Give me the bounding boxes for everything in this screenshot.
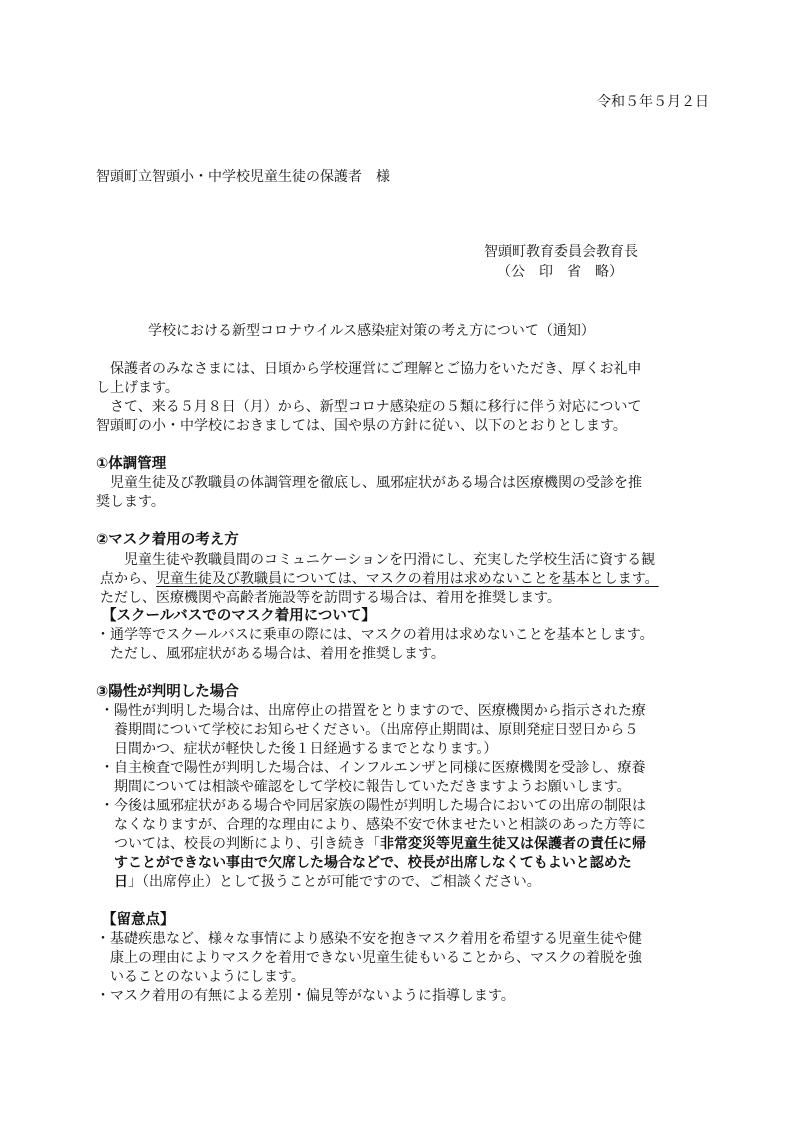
notes-line: ・マスク着用の有無による差別・偏見等がないように指導します。 bbox=[96, 988, 515, 1004]
intro-line: さて、来る５月８日（月）から、新型コロナ感染症の５類に移行に伴う対応について bbox=[110, 399, 642, 415]
seal-omitted-note: （公 印 省 略） bbox=[497, 264, 623, 280]
section3-bold-criteria: 日 bbox=[114, 874, 128, 890]
section3-line: ・今後は風邪症状がある場合や同居家族の陽性が判明した場合においての出席の制限は bbox=[100, 798, 646, 814]
section3-line bbox=[114, 837, 646, 851]
section3-line10-post: 」（出席停止）として扱うことが可能ですので、ご相談ください。 bbox=[128, 874, 541, 890]
section2-line: 児童生徒や教職員間のコミュニケーションを円滑にし、充実した学校生活に資する観 bbox=[124, 552, 656, 568]
section2-underlined-policy: 児童生徒及び教職員については、マスクの着用は求めないことを基本とします。 bbox=[156, 571, 659, 587]
sender-title: 智頭町教育委員会教育長 bbox=[484, 244, 638, 260]
section1-line: 奨します。 bbox=[96, 494, 165, 510]
section2-line bbox=[100, 572, 659, 586]
section3-line8-pre: ついては、校長の判断により、引き続き「 bbox=[114, 836, 380, 852]
issue-date: 令和５年５月２日 bbox=[597, 94, 709, 110]
notes-line: 康上の理由によりマスクを着用できない児童生徒もいることから、マスクの着脱を強 bbox=[110, 950, 642, 966]
section3-bold-criteria: すことができない事由で欠席した場合などで、校長が出席しなくてもよいと認めた bbox=[114, 855, 632, 871]
bus-mask-subheading: 【スクールバスでのマスク着用について】 bbox=[102, 608, 376, 624]
section3-line: なくなりますが、合理的な理由により、感染不安で休ませたいと相談のあった方等に bbox=[114, 817, 646, 833]
section2-line2-pre: 点から、 bbox=[100, 571, 156, 587]
notes-heading: 【留意点】 bbox=[102, 912, 175, 928]
notes-line: ・基礎疾患など、様々な事情により感染不安を抱きマスク着用を希望する児童生徒や健 bbox=[96, 931, 642, 947]
bus-line: ただし、風邪症状がある場合は、着用を推奨します。 bbox=[110, 646, 445, 662]
section2-heading: ②マスク着用の考え方 bbox=[96, 532, 239, 548]
section3-line: 養期間について学校にお知らせください。（出席停止期間は、原則発症日翌日から５ bbox=[114, 722, 639, 738]
section3-line: ・陽性が判明した場合は、出席停止の措置をとりますので、医療機関から指示された療 bbox=[100, 703, 646, 719]
section3-line: ・自主検査で陽性が判明した場合は、インフルエンザと同様に医療機関を受診し、療養 bbox=[100, 760, 646, 776]
section3-bold-criteria: 非常変災等児童生徒又は保護者の責任に帰 bbox=[380, 836, 646, 852]
intro-line: 智頭町の小・中学校におきましては、国や県の方針に従い、以下のとおりとします。 bbox=[96, 418, 627, 434]
section3-heading: ③陽性が判明した場合 bbox=[96, 684, 239, 700]
section1-heading: ①体調管理 bbox=[96, 456, 167, 472]
section2-line: ただし、医療機関や高齢者施設等を訪問する場合は、着用を推奨します。 bbox=[100, 590, 561, 606]
intro-line: 保護者のみなさまには、日頃から学校運営にご理解とご協力をいただき、厚くお礼申 bbox=[110, 361, 642, 377]
intro-line: し上げます。 bbox=[96, 380, 179, 396]
notes-line: いることのないようにします。 bbox=[110, 969, 305, 985]
bus-line: ・通学等でスクールバスに乗車の際には、マスクの着用は求めないことを基本とします。 bbox=[96, 627, 654, 643]
section3-line bbox=[114, 875, 541, 889]
section3-line: 日間かつ、症状が軽快した後１日経過するまでとなります。） bbox=[114, 741, 498, 757]
document-title: 学校における新型コロナウイルス感染症対策の考え方について（通知） bbox=[148, 323, 595, 339]
section3-line: 期間については相談や確認をして学校に報告していただきますようお願いします。 bbox=[114, 779, 631, 795]
addressee: 智頭町立智頭小・中学校児童生徒の保護者 様 bbox=[96, 169, 390, 185]
section1-line: 児童生徒及び教職員の体調管理を徹底し、風邪症状がある場合は医療機関の受診を推 bbox=[110, 475, 642, 491]
